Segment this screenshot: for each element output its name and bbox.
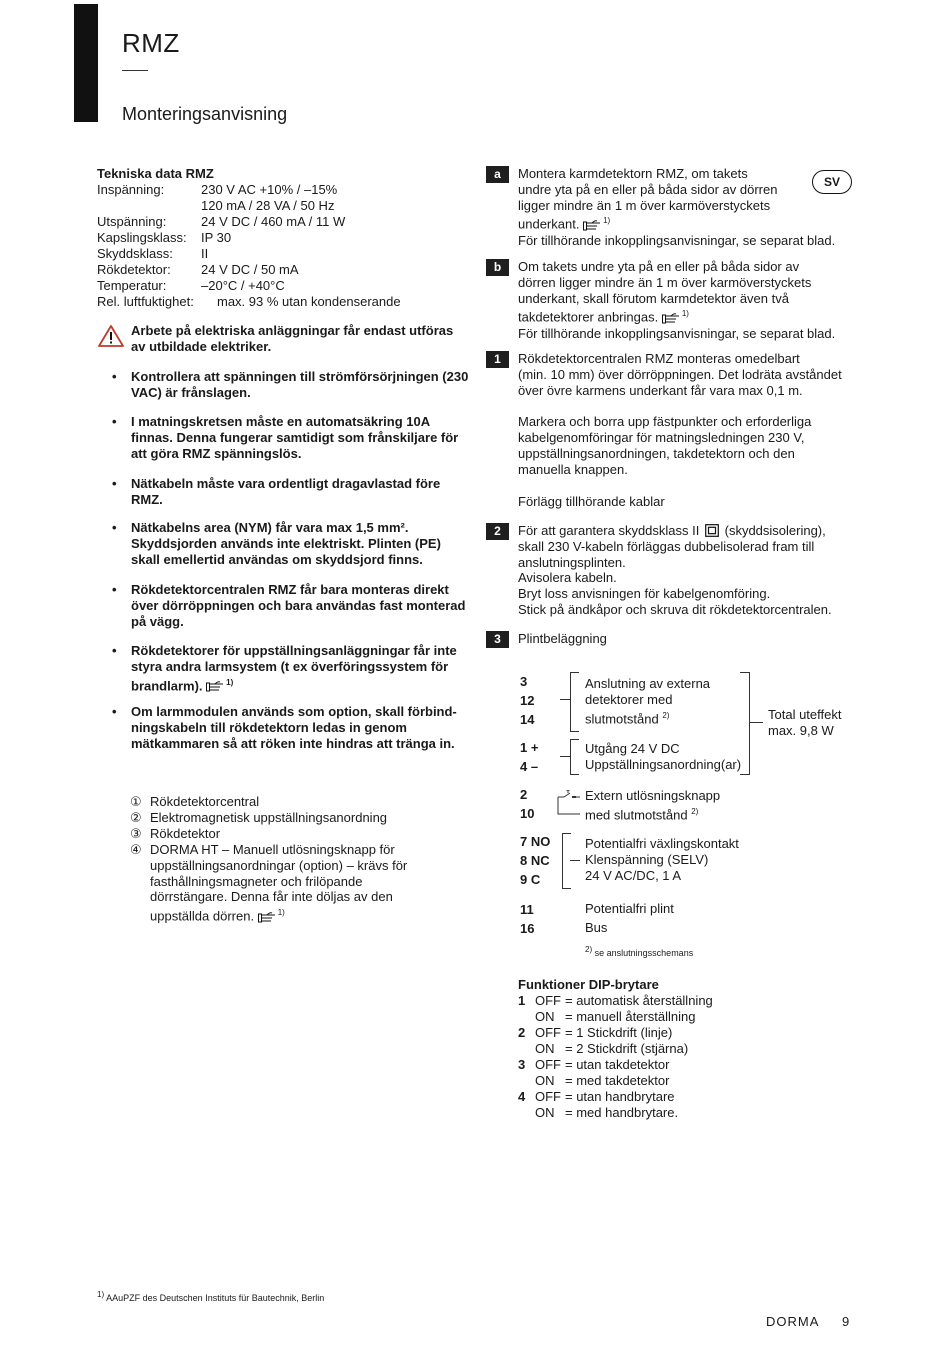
text-line: dörren ligger mindre än 1 m över karmöverstyckets (518, 274, 812, 290)
dip-switch-meaning: = 1 Stickdrift (linje) (565, 1025, 673, 1040)
legend-text-content: DORMA HT – Manuell utlösningsknapp för uppställningsanordningar (option) – krävs för fasthållningsmagneter och frilöpande dörrstängare. Denna får inte döljas av den uppställda dörren. (150, 842, 408, 924)
terminal-desc (585, 741, 741, 773)
text-line-content: slutmotstånd (585, 710, 659, 726)
dip-switch-number: 2 (518, 1025, 526, 1040)
footnote-text: AAuPZF des Deutschen Instituts für Bautechnik, Berlin (106, 1293, 325, 1303)
text-line: Klenspänning (SELV) (585, 851, 709, 867)
dip-switch-meaning: = 2 Stickdrift (stjärna) (565, 1041, 689, 1056)
text-line: uppställningsanordningen, takdetektorn och den (518, 445, 795, 461)
dip-switch-number: 1 (518, 993, 526, 1008)
text-line: Uppställningsanordning(ar) (585, 756, 742, 772)
text-line: Rökdetektorcentralen RMZ monteras omedelbart (518, 351, 800, 366)
terminal-number: 16 (520, 921, 535, 936)
page-footnote (97, 1290, 324, 1303)
warning-text: Arbete på elektriska anläggningar får endast utföras av utbildade elektriker. (131, 323, 454, 354)
terminal-bracket-tick (560, 756, 570, 757)
footer-brand: DORMA (766, 1314, 820, 1329)
text-line-content: underkant. (518, 216, 580, 232)
bullet-dot: • (112, 704, 117, 719)
text-line: Stick på ändkåpor och skruva dit rökdetektorcentralen. (518, 601, 832, 617)
bullet-text: I matningskretsen måste en automatsäkring 10A finnas. Denna fungerar samtidigt som frånskiljare för att göra RMZ spänningslös. (131, 414, 459, 461)
spec-value: 24 V DC / 50 mA (201, 262, 299, 277)
terminal-number: 1 + (520, 740, 539, 755)
spec-label: Inspänning: (97, 182, 165, 197)
terminal-desc (585, 836, 739, 883)
text-line: detektorer med (585, 691, 673, 707)
terminal-number: 3 (520, 674, 528, 689)
terminal-bracket (570, 739, 579, 775)
dip-switch-state: ON (535, 1073, 555, 1088)
legend-text: Rökdetektor (150, 826, 221, 841)
dip-switch-state: OFF (535, 993, 561, 1008)
text-line: underkant, skall förutom karmdetektor även två (518, 290, 789, 306)
document-title: RMZ (122, 28, 180, 58)
text-line: Total uteffekt (768, 707, 842, 722)
bullet-dot: • (112, 520, 117, 535)
spec-label: Kapslingsklass: (97, 230, 187, 245)
spec-label: Rel. luftfuktighet: (97, 294, 194, 309)
legend-text: Elektromagnetisk uppställningsanordning (150, 810, 388, 825)
spec-value: IP 30 (201, 230, 232, 245)
total-bracket (740, 672, 750, 775)
footnote-ref: 1) (681, 309, 689, 319)
text-line: skall 230 V-kabeln förläggas dubbelisolerad fram till (518, 538, 815, 554)
legend-number: ② (130, 810, 142, 825)
dip-switch-meaning: = utan takdetektor (565, 1057, 670, 1072)
text-line: För tillhörande inkopplingsanvisningar, se separat blad. (518, 325, 836, 341)
terminal-footnote (585, 942, 693, 962)
text-line: Extern utlösningsknapp (585, 788, 721, 803)
dip-switch-number: 3 (518, 1057, 526, 1072)
terminal-number: 9 C (520, 872, 541, 887)
spec-label: Rökdetektor: (97, 262, 171, 277)
dip-switch-section (518, 977, 858, 1127)
total-power (768, 707, 841, 739)
terminal-number: 2 (520, 787, 528, 802)
text-line: Markera och borra upp fästpunkter och erforderliga (518, 414, 812, 430)
bullet-text: Kontrollera att spänningen till strömförsörjningen (230 VAC) är frånslagen. (131, 369, 469, 400)
text-line-content: takdetektorer anbringas. (518, 309, 659, 325)
text-line: kabelgenomföringar för matningsledningen 230 V, (518, 430, 805, 446)
page-number: 9 (842, 1314, 850, 1329)
terminal-desc (585, 788, 720, 823)
dip-switch-state: OFF (535, 1089, 561, 1104)
text-line: manuella knappen. (518, 461, 628, 477)
terminal-desc: Bus (585, 920, 608, 935)
step-a-marker: a (486, 166, 509, 183)
spec-value: II (201, 246, 209, 261)
text-line: (min. 10 mm) över dörröppningen. Det lodräta avståndet (518, 366, 842, 382)
text-line-content: För att garantera skyddsklass II (518, 523, 700, 538)
text-line: 24 V AC/DC, 1 A (585, 867, 682, 883)
legend-number: ① (130, 794, 142, 809)
dip-title: Funktioner DIP-brytare (518, 977, 659, 992)
dip-switch-number: 4 (518, 1089, 526, 1104)
text-line-content: (skyddsisolering), (724, 523, 826, 538)
text-line (585, 804, 720, 823)
text-line: Förlägg tillhörande kablar (518, 493, 665, 509)
spec-value: 230 V AC +10% / –15% (201, 182, 338, 197)
terminal-bracket-tick (560, 699, 570, 700)
step-3-title: Plintbeläggning (518, 631, 607, 646)
text-line: Utgång 24 V DC (585, 741, 680, 756)
dip-switch-meaning: = med handbrytare. (565, 1105, 679, 1120)
language-badge: SV (812, 170, 852, 194)
footnote-ref: 2) (691, 806, 699, 816)
text-line: För tillhörande inkopplingsanvisningar, se separat blad. (518, 232, 836, 248)
footnote-ref: 2) (662, 710, 670, 720)
bullet-dot: • (112, 643, 117, 658)
footnote-mark: 1) (97, 1290, 105, 1299)
terminal-bracket (570, 672, 579, 732)
bullet-text: Om larmmodulen används som option, skall förbind-ningskabeln till rökdetektorn ledas in genom mätkammaren så att röken inte hindras att tränga in. (131, 704, 457, 751)
step-b-marker: b (486, 259, 509, 276)
bullet-dot: • (112, 476, 117, 491)
text-line: Anslutning av externa (585, 676, 711, 691)
text-line: Potentialfri växlingskontakt (585, 836, 739, 851)
dip-switch-state: OFF (535, 1057, 561, 1072)
dip-switch-state: ON (535, 1041, 555, 1056)
terminal-number: 11 (520, 902, 534, 917)
bullet-dot: • (112, 414, 117, 429)
dip-switch-meaning: = automatisk återställning (565, 993, 713, 1008)
spec-label: Utspänning: (97, 214, 167, 229)
bullet-dot: • (112, 582, 117, 597)
bullet-text-content: Rökdetektorer för uppställningsanläggningar får inte styra andra larmsystem (t ex överföringssystem för brandlarm). (131, 643, 457, 693)
tech-data-heading: Tekniska data RMZ (97, 166, 214, 181)
total-bracket-tick (749, 722, 763, 723)
legend-number: ④ (130, 842, 142, 857)
bullet-dot: • (112, 369, 117, 384)
footnote-ref: 1) (226, 677, 234, 687)
terminal-bracket (562, 833, 571, 889)
terminal-footnote-text: se anslutningsschemans (594, 948, 694, 958)
bullet-text: Rökdetektorcentralen RMZ får bara monteras direkt över dörröppningen och bara användas fast monterad på vägg. (131, 582, 466, 629)
dip-switch-state: ON (535, 1009, 555, 1024)
bullet-text: Nätkabelns area (NYM) får vara max 1,5 mm². Skyddsjorden används inte elektriskt. Plinten (PE) skall emellertid användas om skyddsjord finns. (131, 520, 441, 567)
footnote-ref: 1) (277, 908, 285, 918)
text-line: Montera karmdetektorn RMZ, om takets (518, 166, 748, 181)
terminal-number: 10 (520, 806, 535, 821)
terminal-number: 4 – (520, 759, 539, 774)
legend-number: ③ (130, 826, 142, 841)
terminal-number: 12 (520, 693, 535, 708)
terminal-desc (585, 676, 710, 727)
text-line: Avisolera kabeln. (518, 570, 617, 586)
legend-text: Rökdetektorcentral (150, 794, 260, 809)
dip-switch-meaning: = utan handbrytare (565, 1089, 675, 1104)
text-line: över övre karmens underkant får vara max 0,1 m. (518, 382, 803, 398)
dip-switch-state: OFF (535, 1025, 561, 1040)
spec-label: Temperatur: (97, 278, 167, 293)
step-3-marker: 3 (486, 631, 509, 648)
spec-value: max. 93 % utan kondenserande (217, 294, 401, 309)
spec-label: Skyddsklass: (97, 246, 173, 261)
bullet-text: Nätkabeln måste vara ordentligt dragavlastad före RMZ. (131, 476, 441, 507)
document-subtitle: Monteringsanvisning (122, 104, 288, 124)
terminal-number: 7 NO (520, 834, 551, 849)
text-line: anslutningsplinten. (518, 554, 626, 570)
text-line-content: med slutmotstånd (585, 807, 688, 823)
spec-value: 120 mA / 28 VA / 50 Hz (201, 198, 335, 213)
text-line: Bryt loss anvisningen för kabelgenomföring. (518, 586, 771, 602)
text-line: undre yta på en eller på båda sidor av dörren (518, 181, 778, 197)
terminal-number: 14 (520, 712, 535, 727)
terminal-bracket-tick (570, 860, 580, 861)
step-2-marker: 2 (486, 523, 509, 540)
spec-value: –20°C / +40°C (201, 278, 285, 293)
text-line: max. 9,8 W (768, 722, 834, 738)
terminal-desc: Potentialfri plint (585, 901, 674, 916)
text-line (585, 708, 710, 727)
step-1-marker: 1 (486, 351, 509, 368)
terminal-number: 8 NC (520, 853, 550, 868)
footnote-ref: 1) (603, 216, 611, 226)
text-line: ligger mindre än 1 m över karmöverstyckets (518, 197, 771, 213)
dip-switch-meaning: = manuell återställning (565, 1009, 696, 1024)
text-line: Om takets undre yta på en eller på båda sidor av (518, 259, 800, 274)
dip-switch-state: ON (535, 1105, 555, 1120)
footnote-ref: 2) (585, 945, 593, 954)
push-button-switch-icon (556, 790, 582, 816)
dip-switch-meaning: = med takdetektor (565, 1073, 670, 1088)
spec-value: 24 V DC / 460 mA / 11 W (201, 214, 346, 229)
